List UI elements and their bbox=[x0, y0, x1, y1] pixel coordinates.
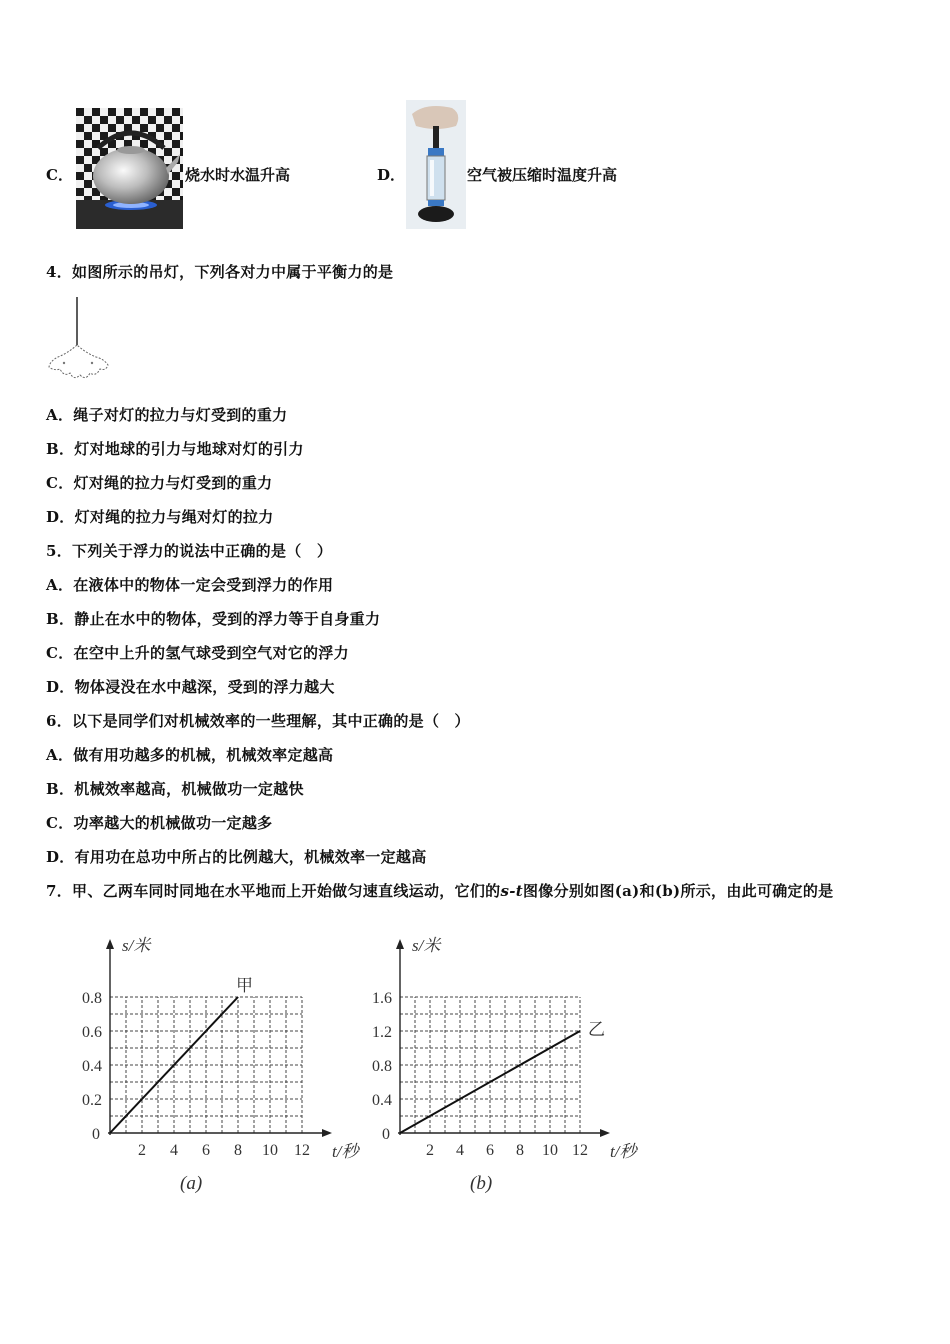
hanging-lamp-icon bbox=[46, 295, 110, 390]
y-tick-label: 0.4 bbox=[372, 1092, 392, 1109]
x-tick-label: 10 bbox=[262, 1142, 278, 1159]
q5-option-d: D．物体浸没在水中越深，受到的浮力越大 bbox=[46, 678, 335, 696]
origin-label: 0 bbox=[382, 1126, 390, 1143]
q7-stem bbox=[46, 880, 833, 901]
x-tick-label: 12 bbox=[572, 1142, 588, 1159]
chart-caption: (b) bbox=[470, 1173, 493, 1194]
q3-option-d-letter: D． bbox=[377, 166, 406, 184]
q6-stem: 6．以下是同学们对机械效率的一些理解，其中正确的是（ ） bbox=[46, 712, 470, 730]
q7-stem-variable: s-t bbox=[500, 882, 523, 900]
y-axis-label: s/米 bbox=[122, 936, 151, 955]
q5-stem: 5．下列关于浮力的说法中正确的是（ ） bbox=[46, 542, 333, 560]
q6-option-c: C．功率越大的机械做功一定越多 bbox=[46, 814, 273, 832]
q6-option-a: A．做有用功越多的机械，机械效率定越高 bbox=[46, 746, 334, 764]
y-tick-label: 0.8 bbox=[372, 1058, 392, 1075]
q5-option-a: A．在液体中的物体一定会受到浮力的作用 bbox=[46, 576, 334, 594]
kettle-on-stove-photo bbox=[76, 108, 183, 229]
q7-stem-pre: 7．甲、乙两车同时同地在水平地而上开始做匀速直线运动，它们的 bbox=[46, 882, 501, 900]
y-tick-label: 0.6 bbox=[82, 1024, 102, 1041]
q4-option-d: D．灯对绳的拉力与绳对灯的拉力 bbox=[46, 508, 274, 526]
y-axis-label: s/米 bbox=[412, 936, 441, 955]
q7-stem-post: 图像分别如图(a)和(b)所示，由此可确定的是 bbox=[522, 882, 834, 900]
x-axis-label: t/秒 bbox=[610, 1142, 637, 1161]
y-axis-arrow bbox=[106, 939, 114, 949]
q5-option-b: B．静止在水中的物体，受到的浮力等于自身重力 bbox=[46, 610, 381, 628]
x-axis-label: t/秒 bbox=[332, 1142, 359, 1161]
q4-option-c: C．灯对绳的拉力与灯受到的重力 bbox=[46, 474, 273, 492]
air-pump-compression-photo bbox=[406, 100, 466, 229]
y-tick-label: 1.2 bbox=[372, 1024, 392, 1041]
y-axis-arrow bbox=[396, 939, 404, 949]
chart-caption: (a) bbox=[180, 1173, 203, 1194]
q3-option-c-caption: 烧水时水温升高 bbox=[185, 166, 291, 184]
q6-option-b: B．机械效率越高，机械做功一定越快 bbox=[46, 780, 304, 798]
q3-option-c-letter: C． bbox=[46, 166, 73, 184]
x-tick-label: 6 bbox=[202, 1142, 210, 1159]
y-tick-label: 0.2 bbox=[82, 1092, 102, 1109]
x-tick-label: 10 bbox=[542, 1142, 558, 1159]
q4-stem: 4．如图所示的吊灯，下列各对力中属于平衡力的是 bbox=[46, 263, 394, 281]
chart-a bbox=[60, 925, 380, 1205]
x-tick-label: 2 bbox=[426, 1142, 434, 1159]
q4-option-b: B．灯对地球的引力与地球对灯的引力 bbox=[46, 440, 304, 458]
q6-option-d: D．有用功在总功中所占的比例越大，机械效率一定越高 bbox=[46, 848, 427, 866]
x-tick-label: 6 bbox=[486, 1142, 494, 1159]
q4-option-a: A．绳子对灯的拉力与灯受到的重力 bbox=[46, 406, 288, 424]
x-axis-arrow bbox=[600, 1129, 610, 1137]
y-tick-label: 0.4 bbox=[82, 1058, 102, 1075]
x-tick-label: 8 bbox=[516, 1142, 524, 1159]
q5-option-c: C．在空中上升的氢气球受到空气对它的浮力 bbox=[46, 644, 349, 662]
x-tick-label: 4 bbox=[170, 1142, 178, 1159]
series-label: 甲 bbox=[236, 976, 253, 995]
x-tick-label: 8 bbox=[234, 1142, 242, 1159]
x-axis-arrow bbox=[322, 1129, 332, 1137]
origin-label: 0 bbox=[92, 1126, 100, 1143]
x-tick-label: 2 bbox=[138, 1142, 146, 1159]
x-tick-label: 4 bbox=[456, 1142, 464, 1159]
q3-option-d-caption: 空气被压缩时温度升高 bbox=[467, 166, 618, 184]
chart-b bbox=[350, 925, 670, 1205]
y-tick-label: 0.8 bbox=[82, 990, 102, 1007]
x-tick-label: 12 bbox=[294, 1142, 310, 1159]
series-label: 乙 bbox=[588, 1020, 605, 1039]
y-tick-label: 1.6 bbox=[372, 990, 392, 1007]
